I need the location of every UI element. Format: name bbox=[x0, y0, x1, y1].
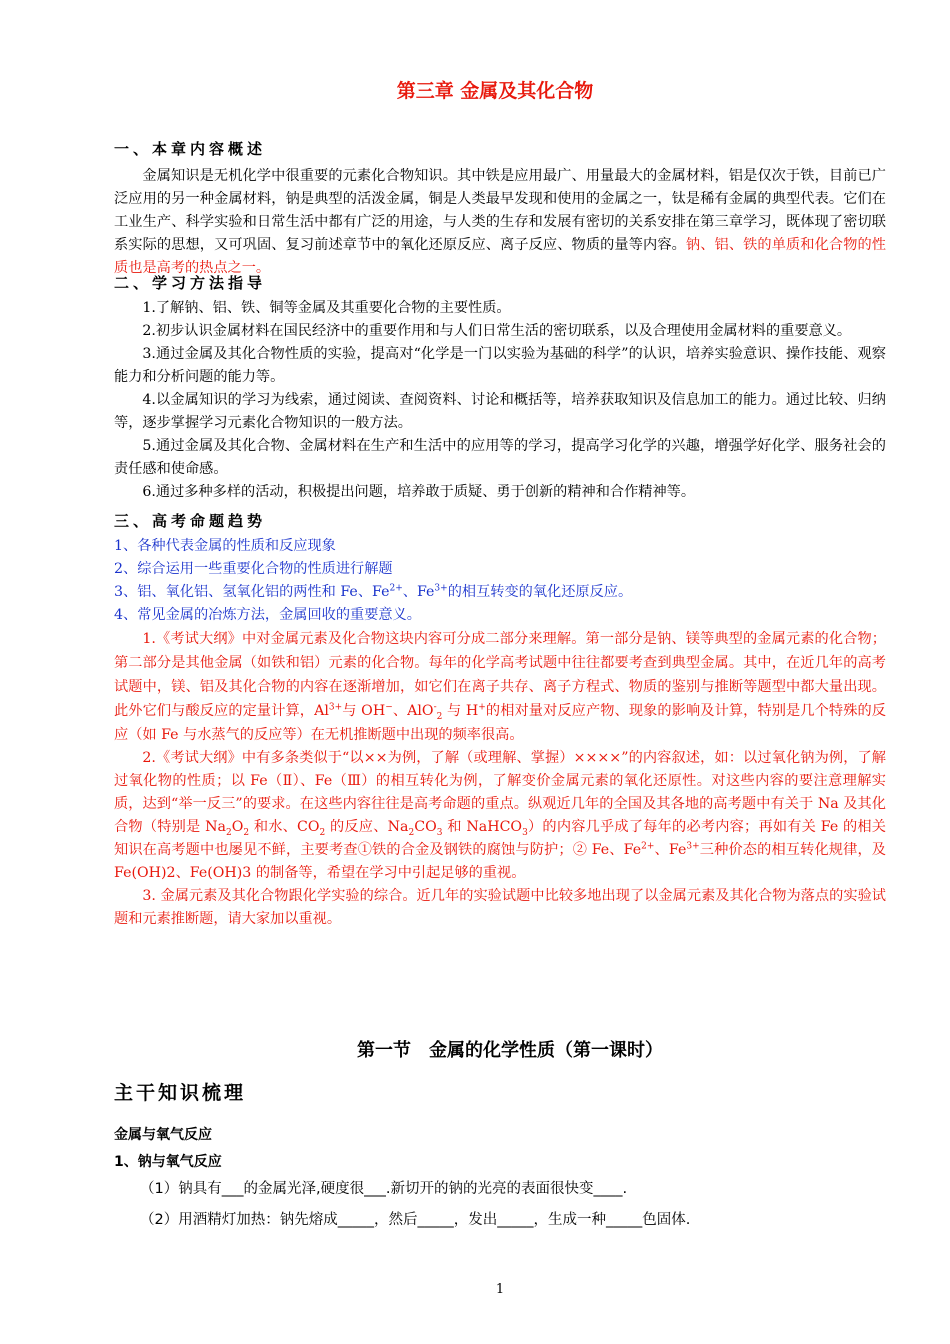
remark-2-text-c: 和水、CO bbox=[249, 819, 320, 835]
remark-1-sup-4: + bbox=[478, 702, 486, 713]
fill-question-2: （2）用酒精灯加热：钠先熔成_____，然后_____，发出_____，生成一种_____色固体. bbox=[140, 1212, 691, 1228]
remark-2-sub-3: 2 bbox=[319, 827, 326, 838]
remark-2-text-f: 和 NaHCO bbox=[442, 819, 523, 835]
section-title: 第一节 金属的化学性质（第一课时） bbox=[357, 1040, 663, 1061]
method-item-2: 2.初步认识金属材料在国民经济中的重要作用和与人们日常生活的密切联系，以及合理使用金属材料的重要意义。 bbox=[142, 323, 852, 339]
overview-paragraph bbox=[114, 165, 886, 280]
section-overview bbox=[114, 138, 886, 280]
remark-2-text-d: 的反应、Na bbox=[325, 819, 409, 835]
heading-method: 二、学习方法指导 bbox=[114, 274, 267, 292]
method-item-1: 1.了解钠、铝、铁、铜等金属及其重要化合物的主要性质。 bbox=[142, 300, 511, 316]
remark-1-sup-2: − bbox=[385, 702, 393, 713]
remark-2-text-i: 三种价态的相互转化规律，及 Fe(OH)2、Fe(OH)3 的制备等，希望在学习中引起足够的重视。 bbox=[114, 842, 886, 881]
remark-1-text-e: 的相对量对反应产物、现象的影响及计算，特别是几个特殊的反应（如 Fe 与水蒸气的反应等）在无机推断题中出现的频率很高。 bbox=[114, 703, 886, 743]
remark-1-text-b: 与 OH bbox=[342, 703, 386, 719]
remark-1-sup-1: 3+ bbox=[328, 702, 343, 713]
trend-3-text-b: 、Fe bbox=[402, 584, 435, 600]
trend-2: 2、综合运用一些重要化合物的性质进行解题 bbox=[114, 561, 393, 577]
trend-3-text-c: 的相互转变的氧化还原反应。 bbox=[447, 584, 633, 600]
method-item-4: 4.以金属知识的学习为线索，通过阅读、查阅资料、讨论和概括等，培养获取知识及信息加工的能力。通过比较、归纳等，逐步掌握学习元素化合物知识的一般方法。 bbox=[114, 392, 886, 431]
remark-1-text-a: 1.《考试大纲》中对金属元素及化合物这块内容可分成二部分来理解。第一部分是钠、镁等典型的金属元素的化合物；第二部分是其他金属（如铁和铝）元素的化合物。每年的化学高考试题中往往都要考查到典型金属。其中，在近几年的高考试题中，镁、铝及其化合物的内容在逐渐增加，如它们在离子共存、离子方程式、物质的鉴别与推断等题型中都大量出现。此外它们与酸反应的定量计算，Al bbox=[114, 631, 886, 719]
remark-1-text-c: 、AlO bbox=[392, 703, 434, 719]
remark-2-text-h: 、Fe bbox=[654, 842, 687, 858]
trend-1: 1、各种代表金属的性质和反应现象 bbox=[114, 538, 336, 554]
remark-2-text-a: 2.《考试大纲》中有多条类似于“以××为例，了解（或理解、掌握）××××”的内容叙述，如：以过氧化钠为例，了解过氧化物的性质；以 Fe（Ⅱ）、Fe（Ⅲ）的相互转化为例，了解变价金属元素的氧化还原性。对这些内容的要注意理解实质，达到“举一反三”的要求。在这些内容往往是高考命题的重点。纵观近几年的全国及其各地的高考题中有关于 Na 及其化合物（特别是 Na bbox=[114, 750, 886, 835]
section-subtitle: 主干知识梳理 bbox=[114, 1082, 247, 1104]
remark-1-sup-3: - bbox=[433, 702, 437, 713]
trend-3-sup-2: 3+ bbox=[434, 583, 448, 594]
remark-2-sup-8: 3+ bbox=[686, 841, 700, 852]
method-item-3: 3.通过金属及其化合物性质的实验，提高对“化学是一门以实验为基础的科学”的认识，培养实验意识、操作技能、观察能力和分析问题的能力等。 bbox=[114, 346, 886, 385]
remark-2-text-g: ）的内容几乎成了每年的必考内容；再如有关 Fe 的相关知识在高考题中也屡见不鲜，主要考查①铁的合金及钢铁的腐蚀与防护；② Fe、Fe bbox=[114, 819, 886, 858]
remark-2-sub-5: 3 bbox=[436, 827, 443, 838]
overview-highlight: 钠、铝、铁的单质和化合物的性质也是高考的热点之一。 bbox=[114, 237, 886, 276]
heading-overview: 一、本章内容概述 bbox=[114, 140, 267, 158]
chapter-title: 第三章 金属及其化合物 bbox=[396, 80, 594, 102]
knowledge-heading-2: 1、钠与氧气反应 bbox=[114, 1154, 222, 1170]
trend-remark-3: 3. 金属元素及其化合物跟化学实验的综合。近几年的实验试题中比较多地出现了以金属元素及其化合物为落点的实验试题和元素推断题，请大家加以重视。 bbox=[114, 888, 886, 927]
remark-1-text-d: 与 H bbox=[442, 703, 479, 719]
remark-2-sup-7: 2+ bbox=[641, 841, 655, 852]
remark-2-sub-1: 2 bbox=[226, 827, 232, 838]
method-item-6: 6.通过多种多样的活动，积极提出问题，培养敢于质疑、勇于创新的精神和合作精神等。 bbox=[142, 484, 696, 500]
remark-2-sub-6: 3 bbox=[522, 827, 528, 838]
trend-3 bbox=[114, 581, 886, 604]
section-method bbox=[114, 272, 886, 504]
remark-2-sub-2: 2 bbox=[243, 827, 250, 838]
remark-2-text-b: O bbox=[231, 819, 244, 835]
page-number: 1 bbox=[495, 1282, 505, 1297]
remark-2-text-e: CO bbox=[414, 819, 437, 835]
trend-4: 4、常见金属的冶炼方法，金属回收的重要意义。 bbox=[114, 607, 421, 623]
trend-remark-2 bbox=[114, 747, 886, 885]
section-trend bbox=[114, 510, 886, 931]
knowledge-heading-1: 金属与氧气反应 bbox=[114, 1127, 212, 1143]
overview-text: 金属知识是无机化学中很重要的元素化合物知识。其中铁是应用最广、用量最大的金属材料，铝是仅次于铁，目前已广泛应用的另一种金属材料，钠是典型的活泼金属，铜是人类最早发现和使用的金属之一，钛是稀有金属的典型代表。它们在工业生产、科学实验和日常生活中都有广泛的用途，与人类的生存和发展有密切的关系安排在第三章学习，既体现了密切联系实际的思想，又可巩固、复习前述章节中的氧化还原反应、离子反应、物质的量等内容。 bbox=[114, 168, 886, 253]
method-item-5: 5.通过金属及其化合物、金属材料在生产和生活中的应用等的学习，提高学习化学的兴趣，增强学好化学、服务社会的责任感和使命感。 bbox=[114, 438, 886, 477]
trend-3-sup-1: 2+ bbox=[389, 583, 403, 594]
remark-2-sub-4: 2 bbox=[408, 827, 415, 838]
trend-3-text-a: 3、铝、氧化铝、氢氧化铝的两性和 Fe、Fe bbox=[114, 584, 390, 600]
heading-trend: 三、高考命题趋势 bbox=[114, 512, 267, 530]
remark-1-sub-3: 2 bbox=[436, 711, 443, 722]
fill-question-1: （1）钠具有___的金属光泽,硬度很___.新切开的钠的光亮的表面很快变____. bbox=[140, 1181, 628, 1197]
trend-remark-1 bbox=[114, 627, 886, 747]
